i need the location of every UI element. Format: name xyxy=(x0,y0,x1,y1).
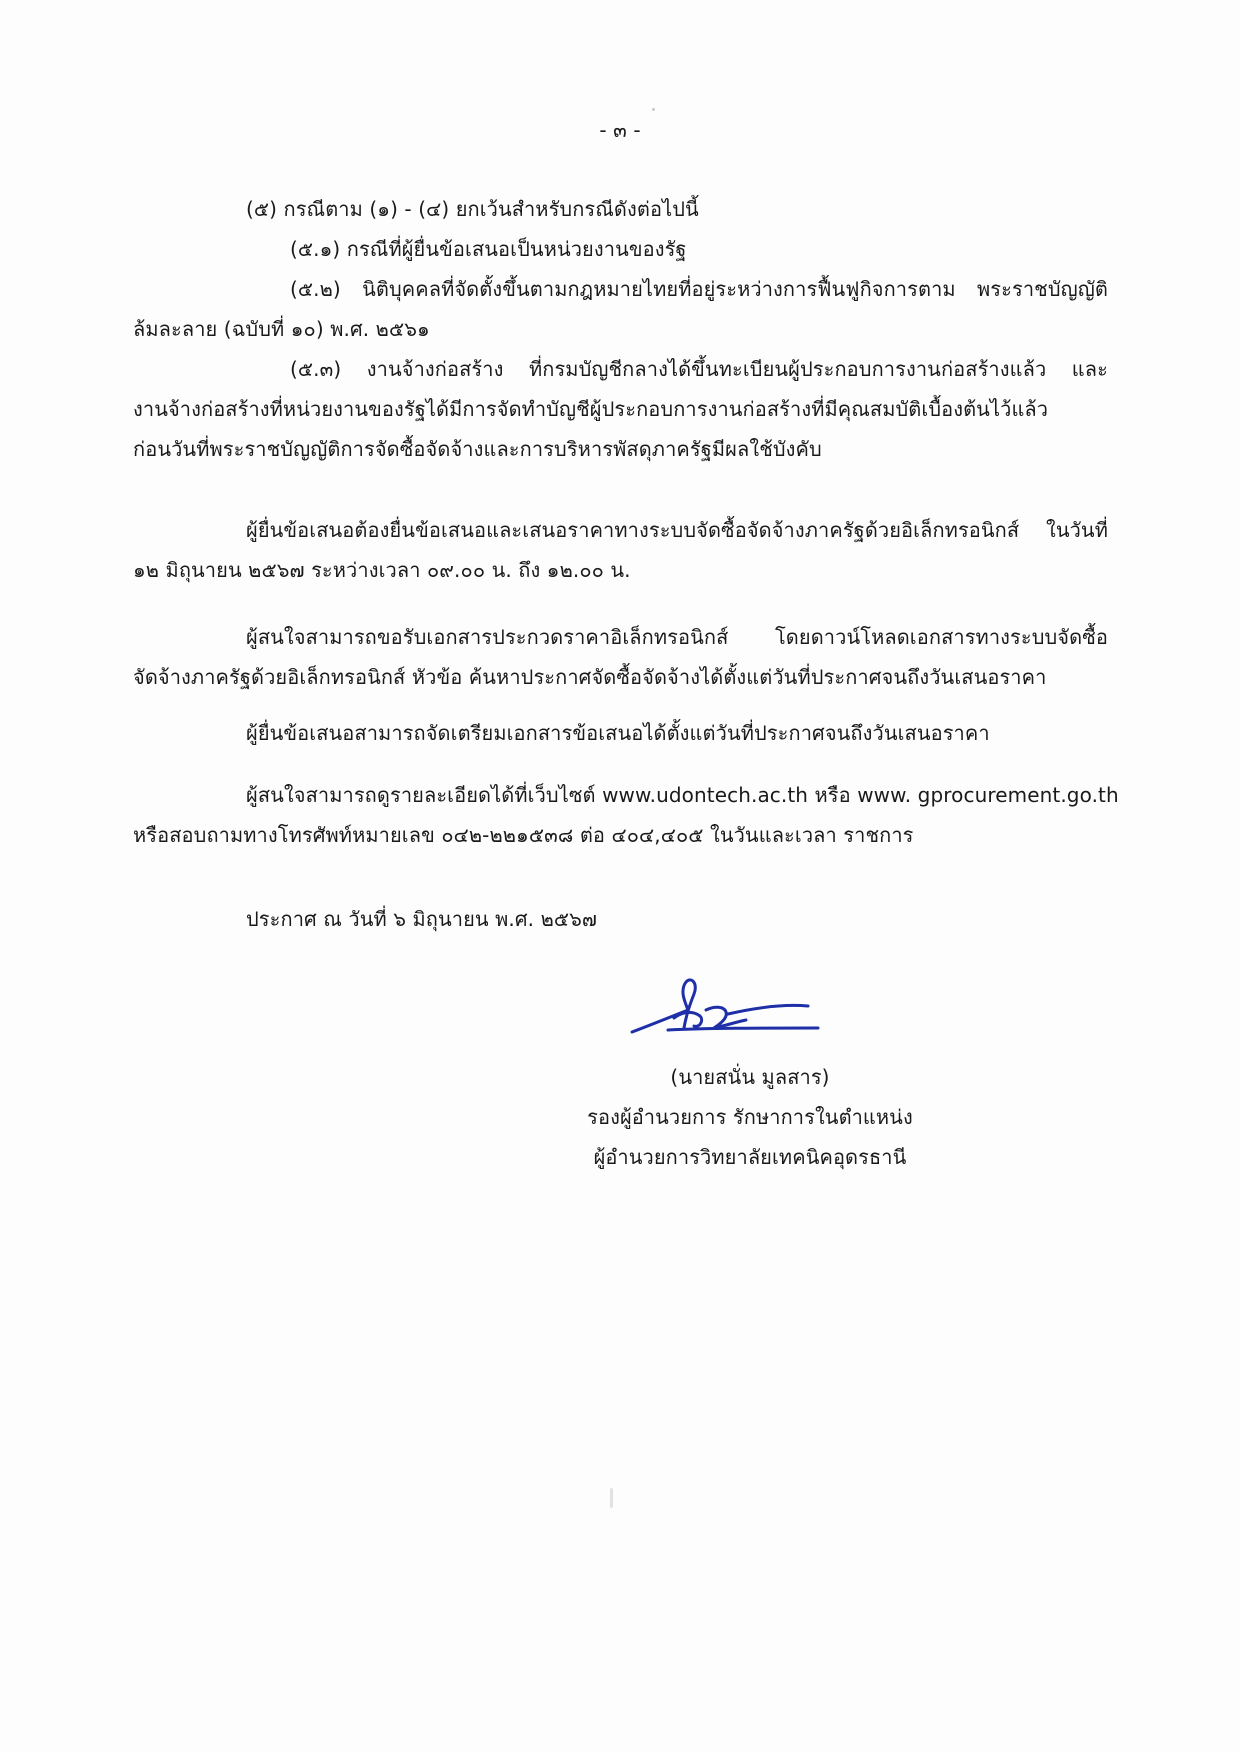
submission-paragraph-line-1: ผู้ยื่นข้อเสนอต้องยื่นข้อเสนอและเสนอราคาทางระบบจัดซื้อจัดจ้างภาครัฐด้วยอิเล็กทรอนิกส์ ในวันที่ xyxy=(246,518,1108,542)
info-paragraph-line-2: หรือสอบถามทางโทรศัพท์หมายเลข ๐๔๒-๒๒๑๕๓๘ ต่อ ๔๐๔,๔๐๕ ในวันและเวลา ราชการ xyxy=(133,823,914,847)
announcement-date: ประกาศ ณ วันที่ ๖ มิถุนายน พ.ศ. ๒๕๖๗ xyxy=(246,907,598,931)
info-paragraph-line-1: ผู้สนใจสามารถดูรายละเอียดได้ที่เว็บไซต์ www.udontech.ac.th หรือ www. gprocurement.go.th xyxy=(246,783,1119,807)
clause-5-3-line-1: (๕.๓) งานจ้างก่อสร้าง ที่กรมบัญชีกลางได้ขึ้นทะเบียนผู้ประกอบการงานก่อสร้างแล้ว และ xyxy=(290,357,1108,381)
download-paragraph-line-1: ผู้สนใจสามารถขอรับเอกสารประกวดราคาอิเล็กทรอนิกส์ โดยดาวน์โหลดเอกสารทางระบบจัดซื้อ xyxy=(246,625,1108,649)
scan-speck xyxy=(652,108,655,111)
signatory-position-1: รองผู้อำนวยการ รักษาการในตำแหน่ง xyxy=(587,1105,913,1129)
download-paragraph-line-2: จัดจ้างภาครัฐด้วยอิเล็กทรอนิกส์ หัวข้อ ค้นหาประกาศจัดซื้อจัดจ้างได้ตั้งแต่วันที่ประกาศจนถึงวันเสนอราคา xyxy=(133,665,1047,689)
handwritten-signature xyxy=(628,970,828,1050)
clause-5-2-line-2: ล้มละลาย (ฉบับที่ ๑๐) พ.ศ. ๒๕๖๑ xyxy=(133,317,430,341)
clause-5-3-line-2: งานจ้างก่อสร้างที่หน่วยงานของรัฐได้มีการจัดทำบัญชีผู้ประกอบการงานก่อสร้างที่มีคุณสมบัติเบื้องต้นไว้แล้ว xyxy=(133,397,1049,421)
clause-5-1: (๕.๑) กรณีที่ผู้ยื่นข้อเสนอเป็นหน่วยงานของรัฐ xyxy=(290,237,687,261)
prepare-paragraph: ผู้ยื่นข้อเสนอสามารถจัดเตรียมเอกสารข้อเสนอได้ตั้งแต่วันที่ประกาศจนถึงวันเสนอราคา xyxy=(246,721,990,745)
submission-paragraph-line-2: ๑๒ มิถุนายน ๒๕๖๗ ระหว่างเวลา ๐๙.๐๐ น. ถึง ๑๒.๐๐ น. xyxy=(133,558,631,582)
scan-speck xyxy=(610,1488,613,1508)
clause-5-2-line-1: (๕.๒) นิติบุคคลที่จัดตั้งขึ้นตามกฎหมายไทยที่อยู่ระหว่างการฟื้นฟูกิจการตาม พระราชบัญญัติ xyxy=(290,277,1108,301)
clause-5: (๕) กรณีตาม (๑) - (๔) ยกเว้นสำหรับกรณีดังต่อไปนี้ xyxy=(246,197,699,221)
signatory-position-2: ผู้อำนวยการวิทยาลัยเทคนิคอุดรธานี xyxy=(593,1145,907,1169)
page-number: - ๓ - xyxy=(599,118,641,142)
clause-5-3-line-3: ก่อนวันที่พระราชบัญญัติการจัดซื้อจัดจ้างและการบริหารพัสดุภาครัฐมีผลใช้บังคับ xyxy=(133,437,822,461)
signatory-name: (นายสนั่น มูลสาร) xyxy=(670,1065,830,1089)
